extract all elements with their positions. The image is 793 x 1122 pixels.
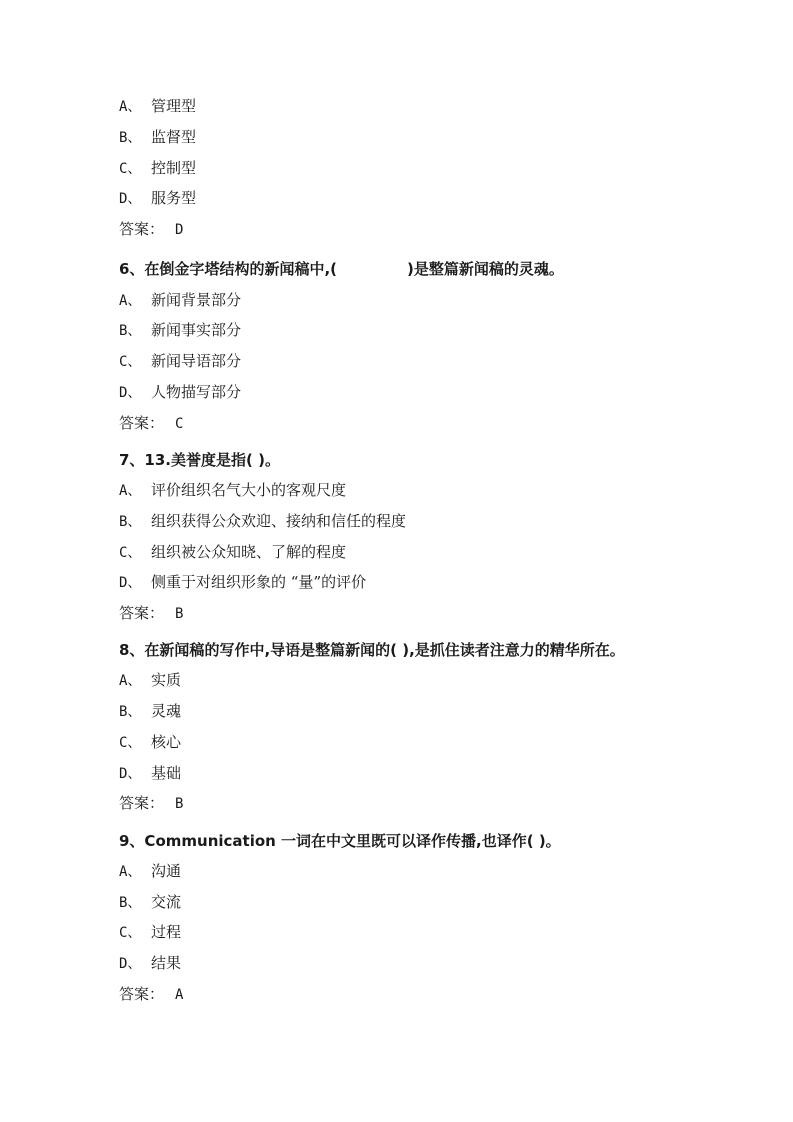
question-9 [119,831,561,851]
option-line [119,480,346,501]
answer-label: 答案： [119,794,165,812]
option-text: 新闻事实部分 [151,321,242,339]
option-line [119,953,181,974]
option-text: 核心 [151,733,182,751]
option-line [119,127,196,148]
answer-line [119,603,183,624]
option-letter: A、 [119,864,142,880]
answer-label: 答案： [119,414,165,432]
option-line [119,572,366,593]
option-letter: D、 [119,385,142,401]
question-text-suffix: )是整篇新闻稿的灵魂。 [407,260,564,278]
answer-line [119,219,183,240]
option-text: 交流 [151,893,182,911]
answer-label: 答案： [119,604,165,622]
option-line [119,670,181,691]
answer-line [119,413,183,434]
answer-value: A [175,987,184,1003]
option-letter: A、 [119,483,142,499]
answer-value: B [175,606,184,622]
option-letter: C、 [119,545,142,561]
option-line [119,158,196,179]
option-line [119,320,241,341]
option-text: 监督型 [151,128,197,146]
option-letter: A、 [119,293,142,309]
option-text: 过程 [151,923,182,941]
option-text: 侧重于对组织形象的 “量”的评价 [151,573,367,591]
option-line [119,701,181,722]
option-text: 基础 [151,764,182,782]
option-letter: B、 [119,323,142,339]
option-line [119,542,346,563]
option-letter: A、 [119,673,142,689]
option-line [119,290,241,311]
option-text: 组织获得公众欢迎、接纳和信任的程度 [151,512,407,530]
option-letter: D、 [119,956,142,972]
option-text: 人物描写部分 [151,383,242,401]
question-7 [119,450,280,470]
question-6 [119,259,564,279]
option-text: 灵魂 [151,702,182,720]
option-line [119,351,241,372]
option-letter: C、 [119,925,142,941]
option-letter: C、 [119,354,142,370]
answer-label: 答案： [119,985,165,1003]
question-text: 9、Communication 一词在中文里既可以译作传播,也译作( )。 [119,832,561,850]
option-letter: B、 [119,704,142,720]
answer-line [119,984,183,1005]
option-letter: C、 [119,161,142,177]
option-letter: D、 [119,575,142,591]
option-text: 实质 [151,671,182,689]
option-text: 组织被公众知晓、了解的程度 [151,543,347,561]
option-line [119,732,181,753]
option-letter: B、 [119,130,142,146]
answer-value: D [175,222,184,238]
option-letter: B、 [119,895,142,911]
option-letter: B、 [119,514,142,530]
question-8 [119,640,625,660]
option-text: 新闻导语部分 [151,352,242,370]
option-text: 新闻背景部分 [151,291,242,309]
option-line [119,382,241,403]
answer-line [119,793,183,814]
option-text: 管理型 [151,97,197,115]
option-text: 服务型 [151,189,197,207]
option-text: 结果 [151,954,182,972]
option-letter: D、 [119,191,142,207]
option-line [119,922,181,943]
answer-label: 答案： [119,220,165,238]
option-line [119,892,181,913]
option-letter: A、 [119,99,142,115]
option-line [119,96,196,117]
option-letter: D、 [119,766,142,782]
answer-value: C [175,416,184,432]
question-text: 7、13.美誉度是指( )。 [119,451,280,469]
option-line [119,861,181,882]
question-text: 6、在倒金字塔结构的新闻稿中,( [119,260,337,278]
option-line [119,188,196,209]
option-text: 控制型 [151,159,197,177]
option-text: 评价组织名气大小的客观尺度 [151,481,347,499]
option-line [119,763,181,784]
option-text: 沟通 [151,862,182,880]
option-line [119,511,406,532]
option-letter: C、 [119,735,142,751]
answer-value: B [175,796,184,812]
question-text: 8、在新闻稿的写作中,导语是整篇新闻的( ),是抓住读者注意力的精华所在。 [119,641,625,659]
